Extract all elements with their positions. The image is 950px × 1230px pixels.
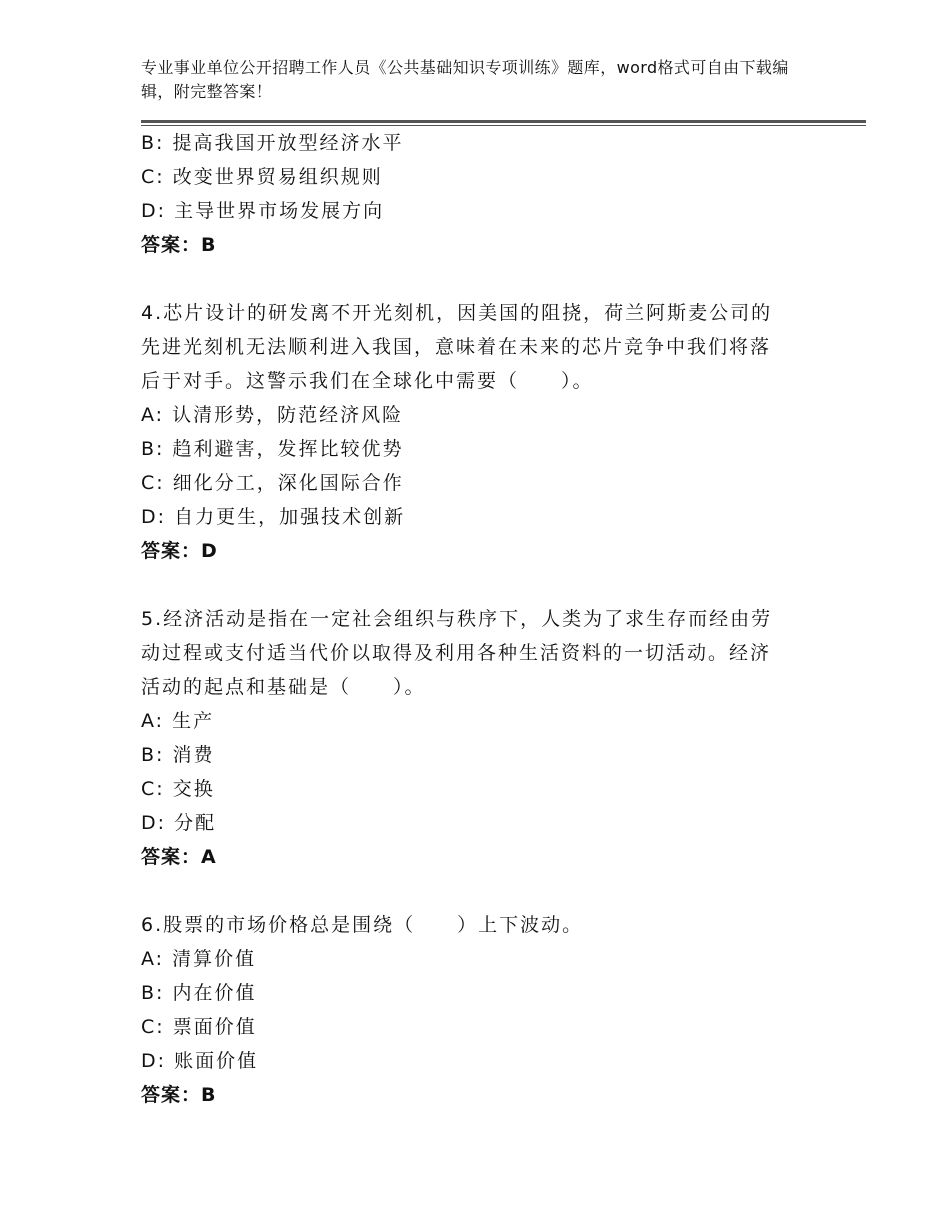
answer: 答案：D (141, 540, 218, 562)
option-d: D: 主导世界市场发展方向 (141, 200, 385, 222)
spacer (141, 262, 821, 296)
option-b: B: 提高我国开放型经济水平 (141, 132, 404, 154)
question-text-line: 5.经济活动是指在一定社会组织与秩序下，人类为了求生存而经由劳 (141, 608, 773, 630)
question-text-line: 4.芯片设计的研发离不开光刻机，因美国的阻挠，荷兰阿斯麦公司的 (141, 302, 773, 324)
option-b: B: 内在价值 (141, 982, 257, 1004)
option-a: A: 清算价值 (141, 948, 257, 970)
option-c: C: 细化分工，深化国际合作 (141, 472, 404, 494)
question-text-line: 动过程或支付适当代价以取得及利用各种生活资料的一切活动。经济 (141, 642, 772, 664)
option-b: B: 趋利避害，发挥比较优势 (141, 438, 404, 460)
question-text-line: 先进光刻机无法顺利进入我国，意味着在未来的芯片竞争中我们将落 (141, 336, 772, 358)
page-header (141, 56, 821, 104)
option-a: A: 认清形势，防范经济风险 (141, 404, 404, 426)
option-d: D: 分配 (141, 812, 217, 834)
spacer (141, 568, 821, 602)
question-3-continued (141, 126, 821, 262)
option-c: C: 票面价值 (141, 1016, 257, 1038)
answer: 答案：B (141, 234, 217, 256)
option-d: D: 自力更生，加强技术创新 (141, 506, 406, 528)
header-text: 专业事业单位公开招聘工作人员《公共基础知识专项训练》题库，word格式可自由下载编辑，附完整答案！ (141, 58, 789, 101)
question-6 (141, 908, 821, 1112)
option-c: C: 交换 (141, 778, 215, 800)
question-text-line: 活动的起点和基础是（ ）。 (141, 676, 426, 698)
spacer (141, 874, 821, 908)
question-5 (141, 602, 821, 874)
question-text-line: 6.股票的市场价格总是围绕（ ）上下波动。 (141, 914, 584, 936)
option-b: B: 消费 (141, 744, 215, 766)
header-rule-thick (141, 120, 866, 123)
answer: 答案：B (141, 1084, 217, 1106)
question-4 (141, 296, 821, 568)
option-c: C: 改变世界贸易组织规则 (141, 166, 383, 188)
answer: 答案：A (141, 846, 217, 868)
option-d: D: 账面价值 (141, 1050, 259, 1072)
question-content (141, 126, 821, 1112)
option-a: A: 生产 (141, 710, 215, 732)
question-text-line: 后于对手。这警示我们在全球化中需要（ ）。 (141, 370, 594, 392)
